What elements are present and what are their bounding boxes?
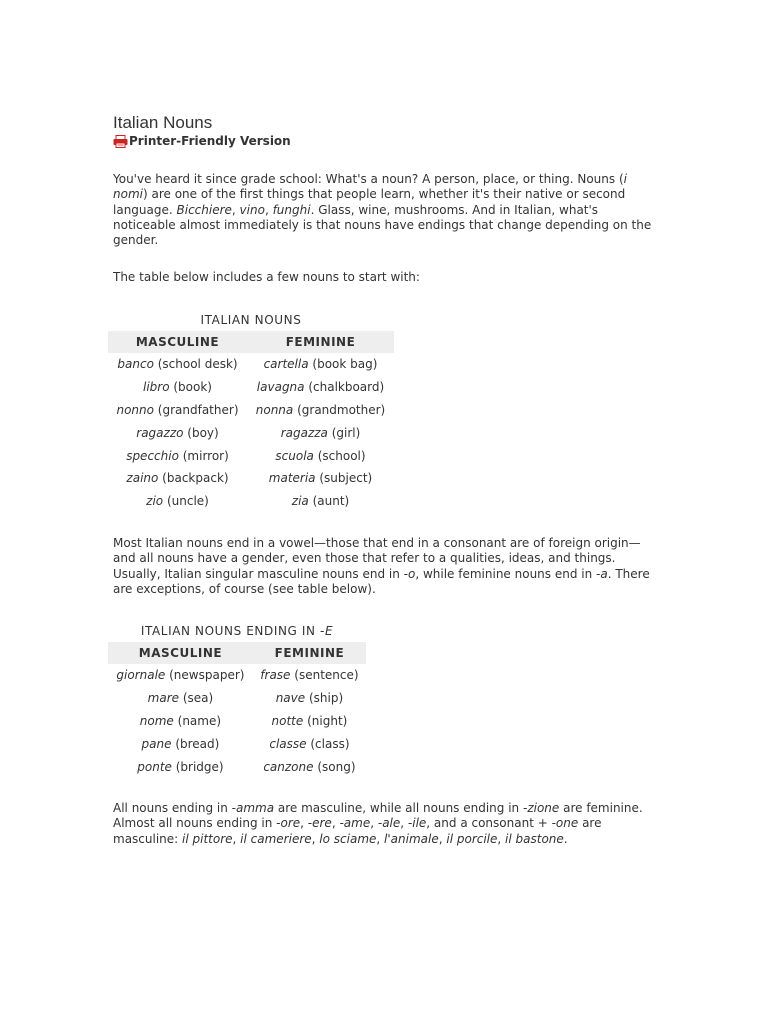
feminine-cell: materia (subject) [268,471,373,486]
feminine-cell: nonna (grandmother) [255,402,386,417]
masculine-cell: libro (book) [143,380,212,395]
italian-nouns-table [108,331,394,513]
feminine-cell: frase (sentence) [260,668,359,683]
masculine-cell: banco (school desk) [117,357,238,372]
feminine-cell: notte (night) [271,713,348,728]
table2-caption: ITALIAN NOUNS ENDING IN -E [140,624,334,638]
printer-icon [113,135,128,148]
feminine-cell: nave (ship) [275,691,344,706]
masculine-cell: ragazzo (boy) [136,425,219,440]
table1-caption: ITALIAN NOUNS [200,313,302,327]
table-row [108,710,366,733]
masculine-cell: mare (sea) [147,691,214,706]
masculine-cell: nonno (grandfather) [116,402,239,417]
table-intro-paragraph: The table below includes a few nouns to start with: [113,270,420,284]
printer-friendly-link[interactable] [113,133,291,149]
table-row [108,467,394,490]
table-row [108,444,394,467]
gender-paragraph: Most Italian nouns end in a vowel—those that end in a consonant are of foreign origin—and all nouns have a gender, even those that refer to a qualities, ideas, and things. Usually, Italian singular masculine nouns end in -o, while feminine nouns end in -a. There are exceptions, of course (see table below). [113,536,650,596]
table-row [108,732,366,755]
table-row [108,687,366,710]
table2-header-feminine: FEMININE [253,642,366,664]
table-row [108,490,394,513]
masculine-cell: zaino (backpack) [126,471,229,486]
feminine-cell: canzone (song) [263,759,356,774]
masculine-cell: giornale (newspaper) [116,668,245,683]
printer-friendly-label[interactable]: Printer-Friendly Version [129,134,291,148]
feminine-cell: cartella (book bag) [263,357,378,372]
table-row [108,376,394,399]
table1-header-feminine: FEMININE [247,331,394,353]
feminine-cell: scuola (school) [275,448,366,463]
page-title: Italian Nouns [113,113,213,132]
masculine-cell: zio (uncle) [146,494,209,509]
italian-nouns-ending-e-table [108,642,366,778]
table-row [108,664,366,687]
endings-paragraph: All nouns ending in -amma are masculine, while all nouns ending in -zione are feminine. Almost all nouns ending in -ore, -ere, -ame, -ale, -ile, and a consonant + -one are masculine: il pittore, il cameriere, lo sciame, l'animale, il porcile, il bastone. [113,801,643,846]
table-row [108,399,394,422]
table2-header-masculine: MASCULINE [108,642,253,664]
masculine-cell: specchio (mirror) [126,448,229,463]
feminine-cell: classe (class) [269,736,350,751]
masculine-cell: pane (bread) [141,736,220,751]
table-row [108,755,366,778]
intro-paragraph: You've heard it since grade school: What's a noun? A person, place, or thing. Nouns (i nomi) are one of the first things that people learn, whether it's their native or second language. Bicchiere, vino, funghi. Glass, wine, mushrooms. And in Italian, what's noticeable almost immediately is that nouns have endings that change depending on the gender. [113,172,652,248]
masculine-cell: nome (name) [139,713,222,728]
feminine-cell: lavagna (chalkboard) [256,380,385,395]
table1-header-masculine: MASCULINE [108,331,247,353]
feminine-cell: zia (aunt) [291,494,350,509]
table-row [108,421,394,444]
feminine-cell: ragazza (girl) [280,425,361,440]
table-row [108,353,394,376]
masculine-cell: ponte (bridge) [137,759,224,774]
